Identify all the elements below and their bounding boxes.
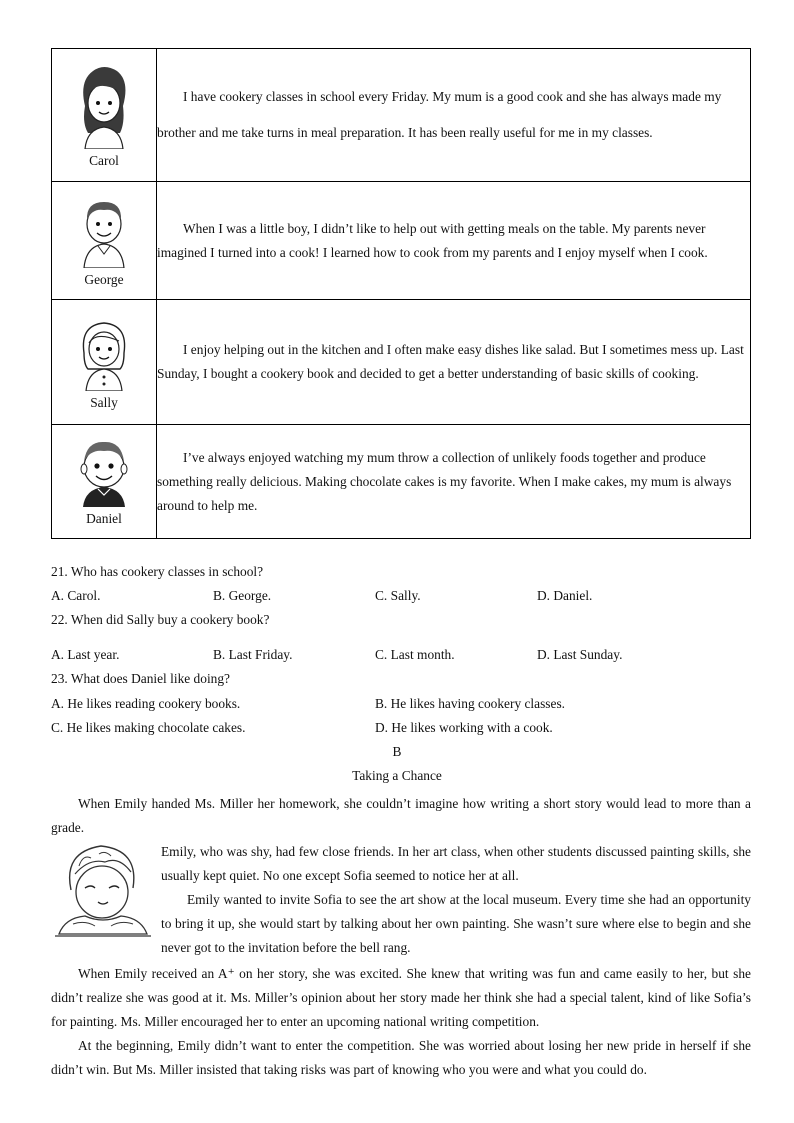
question-23-option-b[interactable]: B. He likes having cookery classes. (375, 696, 566, 711)
profile-quote: I enjoy helping out in the kitchen and I often make easy dishes like salad. But I sometimes mess up. Last Sunday, I bought a cookery book and decided to get a better understanding of basic skills of cooking. (157, 342, 744, 381)
question-21-option-d[interactable]: D. Daniel. (537, 588, 593, 603)
section-label: B (392, 744, 402, 759)
question-21-option-b[interactable]: B. George. (213, 588, 272, 603)
girl-portrait-icon (74, 313, 134, 391)
profile-quote: I have cookery classes in school every Friday. My mum is a good cook and she has always made my brother and me take turns in meal preparation. It has been really useful for me in my classes. (157, 89, 722, 140)
profile-quote: When I was a little boy, I didn’t like to help out with getting meals on the table. My parents never imagined I turned into a cook! I learned how to cook from my parents and I enjoy myself when I cook. (157, 220, 708, 260)
profile-text-cell (157, 182, 751, 300)
question-22-option-d[interactable]: D. Last Sunday. (537, 647, 623, 662)
profile-name: Daniel (86, 510, 122, 526)
passage-paragraph-1: When Emily handed Ms. Miller her homework, she couldn’t imagine how writing a short story would lead to more than a grade. (51, 796, 751, 835)
question-21-stem: 21. Who has cookery classes in school? (51, 564, 264, 579)
profile-photo-cell (52, 425, 157, 539)
question-21-option-c[interactable]: C. Sally. (375, 588, 421, 603)
question-23-stem: 23. What does Daniel like doing? (51, 671, 230, 686)
question-22-option-b[interactable]: B. Last Friday. (213, 647, 293, 662)
profile-text-cell (157, 300, 751, 425)
question-22-option-a[interactable]: A. Last year. (51, 647, 120, 662)
profile-text-cell (157, 425, 751, 539)
profile-quote: I’ve always enjoyed watching my mum throw a collection of unlikely foods together and produce something really delicious. Making chocolate cakes is my favorite. When I make cakes, my mum is always around to help me. (157, 449, 732, 513)
girl-leaning-icon (55, 838, 151, 940)
profile-row-daniel (52, 425, 751, 539)
profile-row-carol (52, 49, 751, 182)
profile-name: George (84, 271, 124, 287)
profile-photo-cell (52, 49, 157, 182)
passage-paragraph-3: Emily wanted to invite Sofia to see the art show at the local museum. Every time she had an opportunity to bring it up, she would start by talking about her own painting. She wasn’t sure where else to begin and she never got to the invitation before the bell rang. (161, 892, 751, 955)
question-22-stem: 22. When did Sally buy a cookery book? (51, 612, 270, 627)
passage-paragraph-5: At the beginning, Emily didn’t want to enter the competition. She was worried about losing her new pride in herself if she didn’t win. But Ms. Miller insisted that taking risks was part of knowing who you were and what you could do. (51, 1038, 751, 1077)
question-21-option-a[interactable]: A. Carol. (51, 588, 101, 603)
passage-paragraph-2: Emily, who was shy, had few close friends. In her art class, when other students discussed painting skills, she usually kept quiet. No one except Sofia seemed to notice her at all. (161, 844, 751, 883)
girl-portrait-icon (73, 61, 135, 149)
passage-paragraph-4: When Emily received an A⁺ on her story, she was excited. She knew that writing was fun and came easily to her, but she didn’t realize she was good at it. Ms. Miller’s opinion about her story made her think she had a special talent, kind of like Sofia’s for painting. Ms. Miller encouraged her to enter an upcoming national writing competition. (51, 966, 751, 1029)
profiles-table (51, 48, 751, 539)
question-23-option-a[interactable]: A. He likes reading cookery books. (51, 696, 241, 711)
profile-photo-cell (52, 182, 157, 300)
profile-name: Sally (90, 395, 118, 410)
question-23-option-d[interactable]: D. He likes working with a cook. (375, 720, 553, 735)
profile-row-sally (52, 300, 751, 425)
profile-row-george (52, 182, 751, 300)
question-22-option-c[interactable]: C. Last month. (375, 647, 455, 662)
profile-text-cell (157, 49, 751, 182)
profile-photo-cell (52, 300, 157, 425)
question-23-option-c[interactable]: C. He likes making chocolate cakes. (51, 720, 246, 735)
boy-portrait-icon (73, 437, 135, 507)
passage-title: Taking a Chance (352, 768, 442, 783)
profile-name: Carol (89, 153, 119, 168)
boy-portrait-icon (76, 194, 132, 268)
